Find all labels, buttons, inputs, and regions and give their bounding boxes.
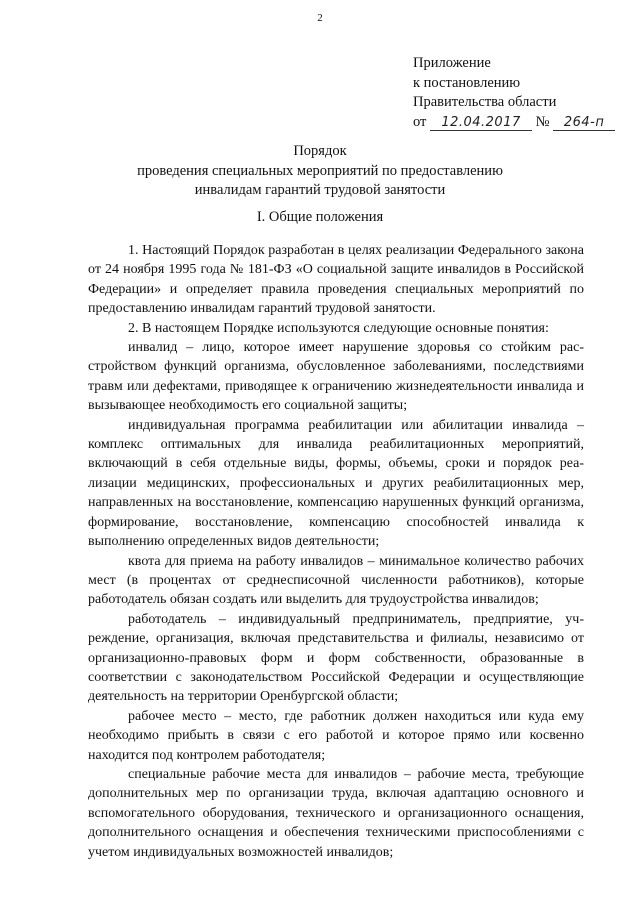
definition-quota: квота для приема на работу инвалидов – минимальное количество рабочих мест (в процентах от среднесписочной численности работников), которые работодатель обязан создать или выделить для трудоустройства инвалидов; (88, 553, 584, 608)
definition-employer: работодатель – индивидуальный предприниматель, предприятие, учреждение, организация, включая представительства и филиалы, независимо от организационно-правовых форм и форм собственности, образованные в соответствии с законодательством Российской Федерации и осуществляющие деятельность на территории Оренбургской области; (88, 611, 584, 705)
appendix-title: Приложение (413, 55, 491, 71)
appendix-government: Правительства области (413, 94, 557, 110)
title-line-2: проведения специальных мероприятий по предоставлению (137, 162, 503, 179)
paragraph-2: 2. В настоящем Порядке используются следующие основные понятия: (128, 320, 549, 336)
from-label: от (413, 113, 427, 130)
definition-special-workplaces: специальные рабочие места для инвалидов – рабочие места, требующие дополнительных мер по организации труда, включая адаптацию основного и вспомогательного оборудования, технического и организационного оснащения, дополнительного оснащения и обеспечения техническими приспособлениями с учетом индивидуальных возможностей инвалидов; (88, 766, 584, 860)
appendix-block (413, 54, 615, 132)
handwritten-number: 264-п (553, 115, 615, 131)
definition-rehab-program: индивидуальная программа реабилитации или абилитации инвалида – комплекс оптимальных для инвалида реабилитационных мероприятий, включающий в себя отдельные виды, формы, объемы, сроки и порядок реализации медицинских, профессиональных и других реабилитационных мер, направленных на восстановление, компенсацию нарушенных функций организма, формирование, восстановление, компенсацию способностей инвалида к выполнению определенных видов деятельности; (88, 417, 584, 550)
document-title (0, 142, 640, 201)
handwritten-date: 12.04.2017 (430, 115, 532, 131)
number-label: № (535, 113, 550, 130)
page-number: 2 (317, 12, 323, 24)
paragraph-1: 1. Настоящий Порядок разработан в целях реализации Федерального закона от 24 ноября 1995 года № 181-ФЗ «О социальной защите инвалидов в Российской Федерации» и определяет правила проведения специальных мероприятий по предоставлению инвалидам гарантий трудовой занятости. (88, 243, 584, 317)
title-line-1: Порядок (293, 143, 347, 159)
definition-invalid: инвалид – лицо, которое имеет нарушение здоровья со стойким расстройством функций организма, обусловленное заболеваниями, последствиями травм или дефектами, приводящее к ограничению жизнедеятельности инвалида и вызывающее необходимость его социальной защиты; (88, 340, 584, 414)
title-line-3: инвалидам гарантий трудовой занятости (194, 182, 446, 198)
body-text (88, 241, 584, 862)
appendix-date-line (413, 113, 615, 133)
section-heading: I. Общие положения (256, 209, 384, 225)
appendix-to-decree: к постановлению (413, 74, 521, 91)
definition-workplace: рабочее место – место, где работник должен находиться или куда ему необходимо прибыть в связи с его работой и которое прямо или косвенно находится под контролем работодателя; (88, 708, 584, 763)
